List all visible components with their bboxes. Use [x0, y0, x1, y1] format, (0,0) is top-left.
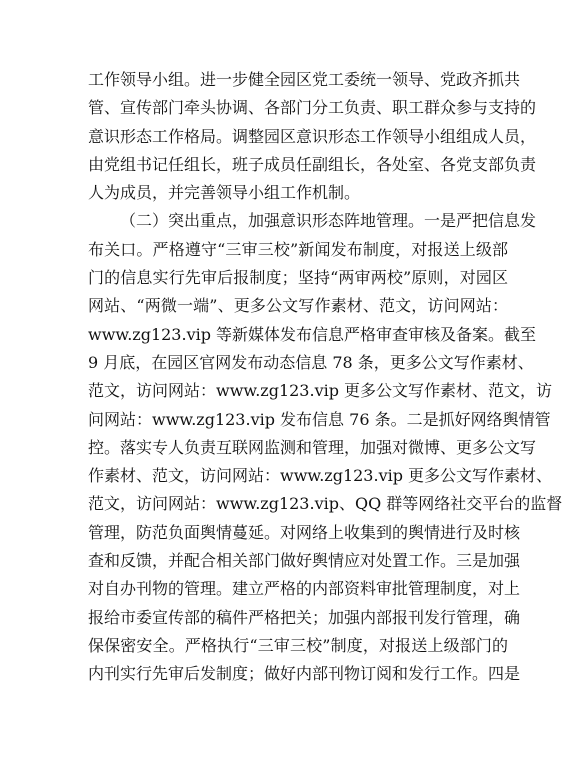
text-line: 查和反馈，并配合相关部门做好舆情应对处置工作。三是加强 — [88, 551, 521, 571]
text-line: 范文，访问网站：www.zg123.vip、QQ 群等网络社交平台的监督 — [88, 494, 563, 514]
text-line: 9 月底，在园区官网发布动态信息 78 条，更多公文写作素材、 — [88, 352, 534, 372]
text-line: 意识形态工作格局。调整园区意识形态工作领导小组组成人员， — [88, 126, 537, 146]
text-line: 门的信息实行先审后报制度；坚持“两审两校”原则，对园区 — [88, 268, 508, 288]
text-line: 控。落实专人负责互联网监测和管理，加强对微博、更多公文写 — [88, 437, 537, 457]
text-line: 工作领导小组。进一步健全园区党工委统一领导、党政齐抓共 — [88, 70, 521, 89]
text-line: 由党组书记任组长，班子成员任副组长，各处室、各党支部负责 — [88, 154, 537, 174]
text-line: 作素材、范文，访问网站：www.zg123.vip 更多公文写作素材、 — [88, 466, 553, 486]
text-line: 范文，访问网站：www.zg123.vip 更多公文写作素材、范文，访 — [88, 381, 553, 401]
text-line: 人为成员，并完善领导小组工作机制。 — [88, 183, 361, 203]
text-line: www.zg123.vip 等新媒体发布信息严格审查审核及备案。截至 — [88, 324, 537, 344]
text-line: 对自办刊物的管理。建立严格的内部资料审批管理制度，对上 — [88, 579, 521, 599]
text-line: 布关口。严格遵守“三审三校”新闻发布制度，对报送上级部 — [88, 239, 508, 259]
text-line: 管、宣传部门牵头协调、各部门分工负责、职工群众参与支持的 — [88, 98, 537, 118]
text-line: 内刊实行先审后发制度；做好内部刊物订阅和发行工作。四是 — [88, 664, 521, 684]
text-line: 保保密安全。严格执行“三审三校”制度，对报送上级部门的 — [88, 635, 508, 655]
text-line: 管理，防范负面舆情蔓延。对网络上收集到的舆情进行及时核 — [88, 522, 521, 542]
body-text — [88, 66, 563, 689]
text-line: 网站、“两微一端”、更多公文写作素材、范文，访问网站： — [88, 296, 508, 316]
section-heading-line: （二）突出重点，加强意识形态阵地管理。一是严把信息发 — [120, 211, 537, 231]
text-line: 问网站：www.zg123.vip 发布信息 76 条。二是抓好网络舆情管 — [88, 409, 551, 429]
text-line: 报给市委宣传部的稿件严格把关；加强内部报刊发行管理，确 — [88, 607, 521, 627]
